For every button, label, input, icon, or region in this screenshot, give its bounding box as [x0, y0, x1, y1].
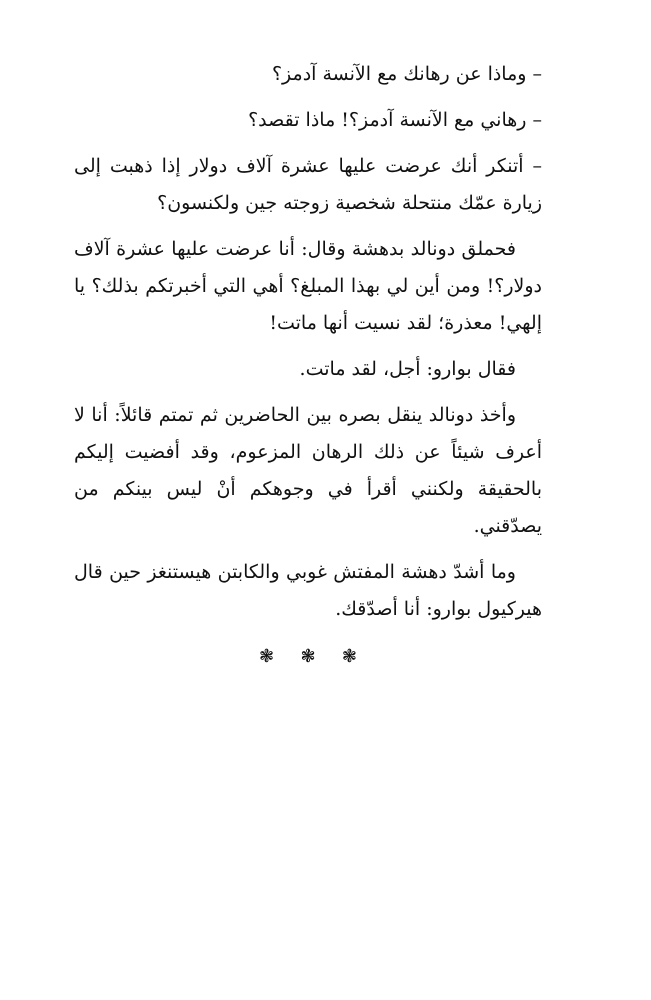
narrative-paragraph-1: فحملق دونالد بدهشة وقال: أنا عرضت عليها عشرة آلاف دولار؟! ومن أين لي بهذا المبلغ؟ أهي التي أخبرتكم بذلك؟ يا إلهي! معذرة؛ لقد نسيت أنها ماتت!: [74, 238, 542, 334]
section-divider: [74, 637, 542, 675]
narrative-paragraph-4: وما أشدّ دهشة المفتش غوبي والكابتن هيستنغز حين قال هيركيول بوارو: أنا أصدّقك.: [74, 561, 542, 620]
asterism-glyph-1: ❃: [341, 646, 357, 667]
asterism-glyph-3: ❃: [259, 646, 275, 667]
narrative-paragraph-3: وأخذ دونالد ينقل بصره بين الحاضرين ثم تمتم قائلاً: أنا لا أعرف شيئاً عن ذلك الرهان المزعوم، وقد أفضيت إليكم بالحقيقة ولكنني أقرأ في وجوهكم أنْ ليس بينكم من يصدّقني.: [74, 404, 542, 537]
book-page: [74, 56, 542, 675]
dialogue-line-2: – رهاني مع الآنسة آدمز؟! ماذا تقصد؟: [248, 109, 542, 131]
dialogue-line-3: – أتنكر أنك عرضت عليها عشرة آلاف دولار إذا ذهبت إلى زيارة عمّك منتحلة شخصية زوجته جين ولكنسون؟: [74, 155, 542, 214]
narrative-paragraph-2: فقال بوارو: أجل، لقد ماتت.: [299, 358, 516, 380]
dialogue-line-1: – وماذا عن رهانك مع الآنسة آدمز؟: [271, 63, 542, 85]
asterism-glyph-2: ❃: [300, 646, 316, 667]
